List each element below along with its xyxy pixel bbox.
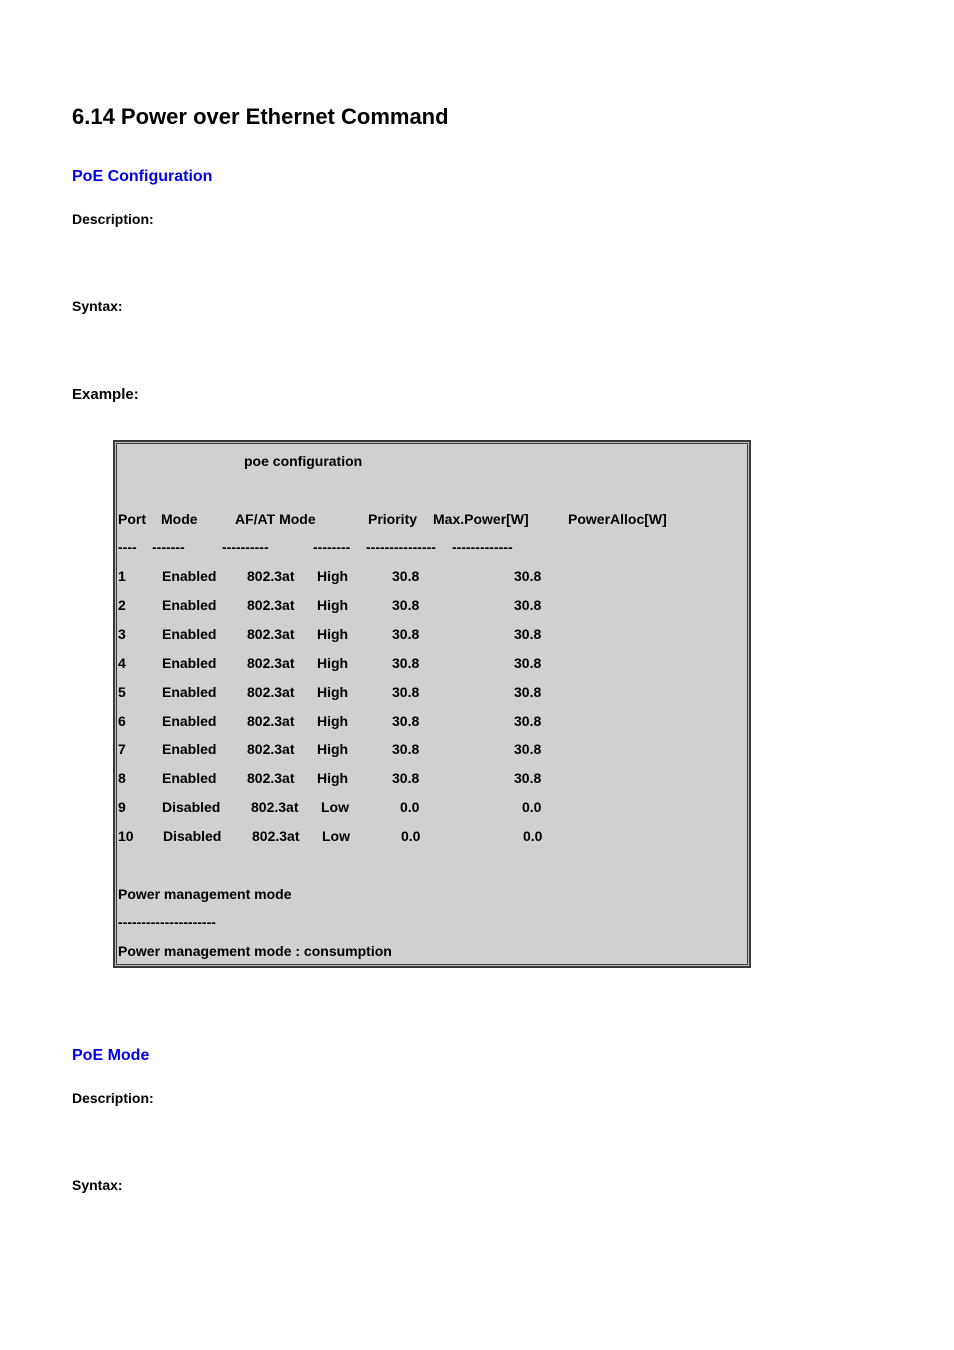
row-7-afat: 802.3at: [247, 741, 295, 757]
description-label-2: Description:: [72, 1090, 154, 1106]
row-10-afat: 802.3at: [252, 828, 300, 844]
row-5-mode: Enabled: [162, 684, 217, 700]
header-mode: Mode: [161, 511, 198, 527]
row-10-priority: Low: [322, 828, 350, 844]
header-port: Port: [118, 511, 146, 527]
row-3-power-alloc: 30.8: [514, 626, 542, 642]
row-2-priority: High: [317, 597, 349, 613]
row-6-port: 6: [118, 713, 126, 729]
dashes-mode: -------: [152, 539, 185, 555]
row-9-mode: Disabled: [162, 799, 221, 815]
row-8-priority: High: [317, 770, 349, 786]
row-1-priority: High: [317, 568, 349, 584]
poe-mode-heading: PoE Mode: [72, 1047, 150, 1064]
syntax-label-2: Syntax:: [72, 1177, 123, 1193]
row-10-mode: Disabled: [163, 828, 222, 844]
row-6-afat: 802.3at: [247, 713, 295, 729]
row-1-mode: Enabled: [162, 568, 217, 584]
row-8-afat: 802.3at: [247, 770, 295, 786]
row-2-afat: 802.3at: [247, 597, 295, 613]
poe-configuration-heading: PoE Configuration: [72, 168, 213, 185]
row-5-port: 5: [118, 684, 126, 700]
row-4-priority: High: [317, 655, 349, 671]
row-1-power-alloc: 30.8: [514, 568, 542, 584]
header-max-power: Max.Power[W]: [433, 511, 529, 527]
row-4-power-alloc: 30.8: [514, 655, 542, 671]
dashes-power-alloc: -------------: [452, 539, 513, 555]
dashes-priority: --------: [313, 539, 351, 555]
row-6-max-power: 30.8: [392, 713, 420, 729]
row-9-max-power: 0.0: [400, 799, 420, 815]
row-9-port: 9: [118, 799, 126, 815]
header-priority: Priority: [368, 511, 418, 527]
row-9-afat: 802.3at: [251, 799, 299, 815]
row-4-max-power: 30.8: [392, 655, 420, 671]
row-7-mode: Enabled: [162, 741, 217, 757]
row-3-port: 3: [118, 626, 126, 642]
power-management-dashes: ---------------------: [118, 914, 216, 930]
row-3-max-power: 30.8: [392, 626, 420, 642]
row-10-power-alloc: 0.0: [523, 828, 543, 844]
dashes-port: ----: [118, 539, 137, 555]
row-1-afat: 802.3at: [247, 568, 295, 584]
example-label: Example:: [72, 386, 139, 403]
row-7-priority: High: [317, 741, 349, 757]
row-9-power-alloc: 0.0: [522, 799, 542, 815]
header-power-alloc: PowerAlloc[W]: [568, 511, 667, 527]
row-10-port: 10: [118, 828, 134, 844]
row-8-power-alloc: 30.8: [514, 770, 542, 786]
row-1-port: 1: [118, 568, 126, 584]
row-5-priority: High: [317, 684, 349, 700]
syntax-label: Syntax:: [72, 298, 123, 314]
row-6-priority: High: [317, 713, 349, 729]
row-2-mode: Enabled: [162, 597, 217, 613]
row-1-max-power: 30.8: [392, 568, 420, 584]
row-7-port: 7: [118, 741, 126, 757]
row-2-power-alloc: 30.8: [514, 597, 542, 613]
row-8-port: 8: [118, 770, 126, 786]
row-6-mode: Enabled: [162, 713, 217, 729]
console-output: [113, 440, 751, 968]
row-3-afat: 802.3at: [247, 626, 295, 642]
dashes-afat: ----------: [222, 539, 269, 555]
power-management-mode-line: Power management mode : consumption: [118, 943, 392, 959]
row-3-mode: Enabled: [162, 626, 217, 642]
row-4-afat: 802.3at: [247, 655, 295, 671]
row-3-priority: High: [317, 626, 349, 642]
row-10-max-power: 0.0: [401, 828, 421, 844]
console-command: poe configuration: [244, 453, 363, 469]
row-5-power-alloc: 30.8: [514, 684, 542, 700]
row-4-port: 4: [118, 655, 126, 671]
row-2-max-power: 30.8: [392, 597, 420, 613]
row-4-mode: Enabled: [162, 655, 217, 671]
header-afat-mode: AF/AT Mode: [235, 511, 316, 527]
row-5-afat: 802.3at: [247, 684, 295, 700]
row-8-mode: Enabled: [162, 770, 217, 786]
row-6-power-alloc: 30.8: [514, 713, 542, 729]
row-5-max-power: 30.8: [392, 684, 420, 700]
power-management-title: Power management mode: [118, 886, 292, 902]
dashes-max-power: ---------------: [366, 539, 436, 555]
description-label: Description:: [72, 211, 154, 227]
row-8-max-power: 30.8: [392, 770, 420, 786]
row-9-priority: Low: [321, 799, 349, 815]
section-title: 6.14 Power over Ethernet Command: [72, 104, 449, 129]
row-7-power-alloc: 30.8: [514, 741, 542, 757]
row-2-port: 2: [118, 597, 126, 613]
row-7-max-power: 30.8: [392, 741, 420, 757]
